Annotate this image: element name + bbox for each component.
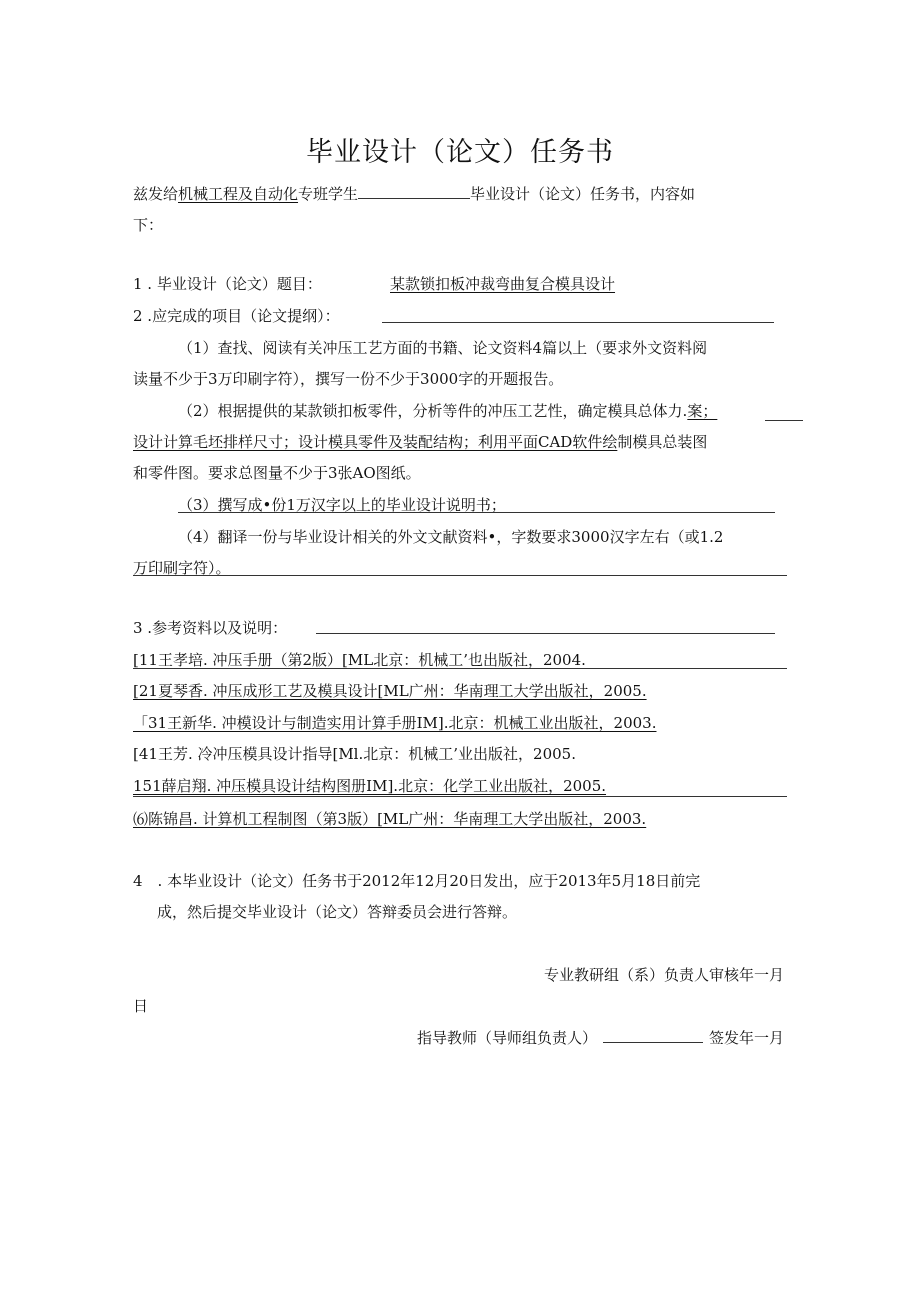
section-4-line-2: 成，然后提交毕业设计（论文）答辩委员会进行答辩。 xyxy=(157,903,518,921)
intro-suffix-1: 专班学生 xyxy=(298,185,359,203)
intro-major: 机械工程及自动化 xyxy=(178,185,299,203)
item-2-line-3: 和零件图。要求总图量不少于3张AO图纸。 xyxy=(133,464,421,482)
reference-5: 151薛启翔. 冲压模具设计结构图册IM].北京：化学工业出版社，2005. xyxy=(133,777,607,795)
intro-suffix-2: 毕业设计（论文）任务书，内容如 xyxy=(470,185,696,203)
section-2-blank-line xyxy=(382,322,774,323)
advisor-signature xyxy=(417,1028,784,1048)
reference-3: 「31王新华. 冲模设计与制造实用计算手册IM].北京：机械工业出版社，2003. xyxy=(133,714,657,732)
reference-5-underline xyxy=(133,796,787,797)
page-title: 毕业设计（论文）任务书 xyxy=(306,137,614,168)
section-3-blank-line xyxy=(316,633,775,634)
review-day: 日 xyxy=(133,997,149,1015)
item-2-line-2: 设计计算毛坯排样尺寸；设计模具零件及装配结构；利用平面CAD软件绘制模具总装图 xyxy=(133,433,708,451)
section-3-label: 3 .参考资料以及说明： xyxy=(133,619,288,637)
advisor-suffix: 签发年一月 xyxy=(708,1029,784,1047)
reference-1-underline xyxy=(133,668,787,669)
item-4-line-1: （4）翻译一份与毕业设计相关的外文文献资料•，字数要求3000汉字左右（或1.2 xyxy=(178,528,724,546)
student-name-blank xyxy=(358,184,470,199)
intro-line-1 xyxy=(133,184,695,204)
item-1-line-2: 读量不少于3万印刷字符），撰写一份不少于3000字的开题报告。 xyxy=(133,370,564,388)
advisor-name-blank xyxy=(603,1028,703,1043)
intro-prefix: 兹发给 xyxy=(133,185,179,203)
intro-line-2: 下： xyxy=(133,216,164,234)
item-3: （3）撰写成•份1万汉字以上的毕业设计说明书； xyxy=(178,496,506,514)
item-2-line-1: （2）根据提供的某款锁扣板零件，分析等件的冲压工艺性，确定模具总体力.案； xyxy=(178,402,718,420)
item-3-underline xyxy=(178,512,775,513)
thesis-topic: 某款锁扣板冲裁弯曲复合模具设计 xyxy=(390,275,616,293)
item-4-underline xyxy=(133,575,787,576)
section-2-label: 2 .应完成的项目（论文提纲）： xyxy=(133,307,340,325)
reference-1: [11王孝培. 冲压手册（第2版）[ML北京：机械工’也出版社，2004. xyxy=(133,651,586,669)
review-signature: 专业教研组（系）负责人审核年一月 xyxy=(543,966,784,984)
section-1-label: 1 . 毕业设计（论文）题目： xyxy=(133,275,322,293)
section-4-line-1: 4 . 本毕业设计（论文）任务书于2012年12月20日发出，应于2013年5月18日前完 xyxy=(133,872,701,890)
item-1-line-1: （1）查找、阅读有关冲压工艺方面的书籍、论文资料4篇以上（要求外文资料阅 xyxy=(178,339,708,357)
item-4-line-2: 万印刷字符）。 xyxy=(133,559,231,577)
advisor-label: 指导教师（导师组负责人） xyxy=(416,1029,597,1047)
reference-6: ⑹陈锦昌. 计算机工程制图（第3版）[ML广州：华南理工大学出版社，2003. xyxy=(133,810,647,828)
item-2-line-1-underline xyxy=(765,420,803,421)
reference-4: [41王芳. 冷冲压模具设计指导[Ml.北京：机械工’业出版社，2005. xyxy=(133,745,576,763)
reference-2: [21夏琴香. 冲压成形工艺及模具设计[ML广州：华南理工大学出版社，2005. xyxy=(133,682,647,700)
